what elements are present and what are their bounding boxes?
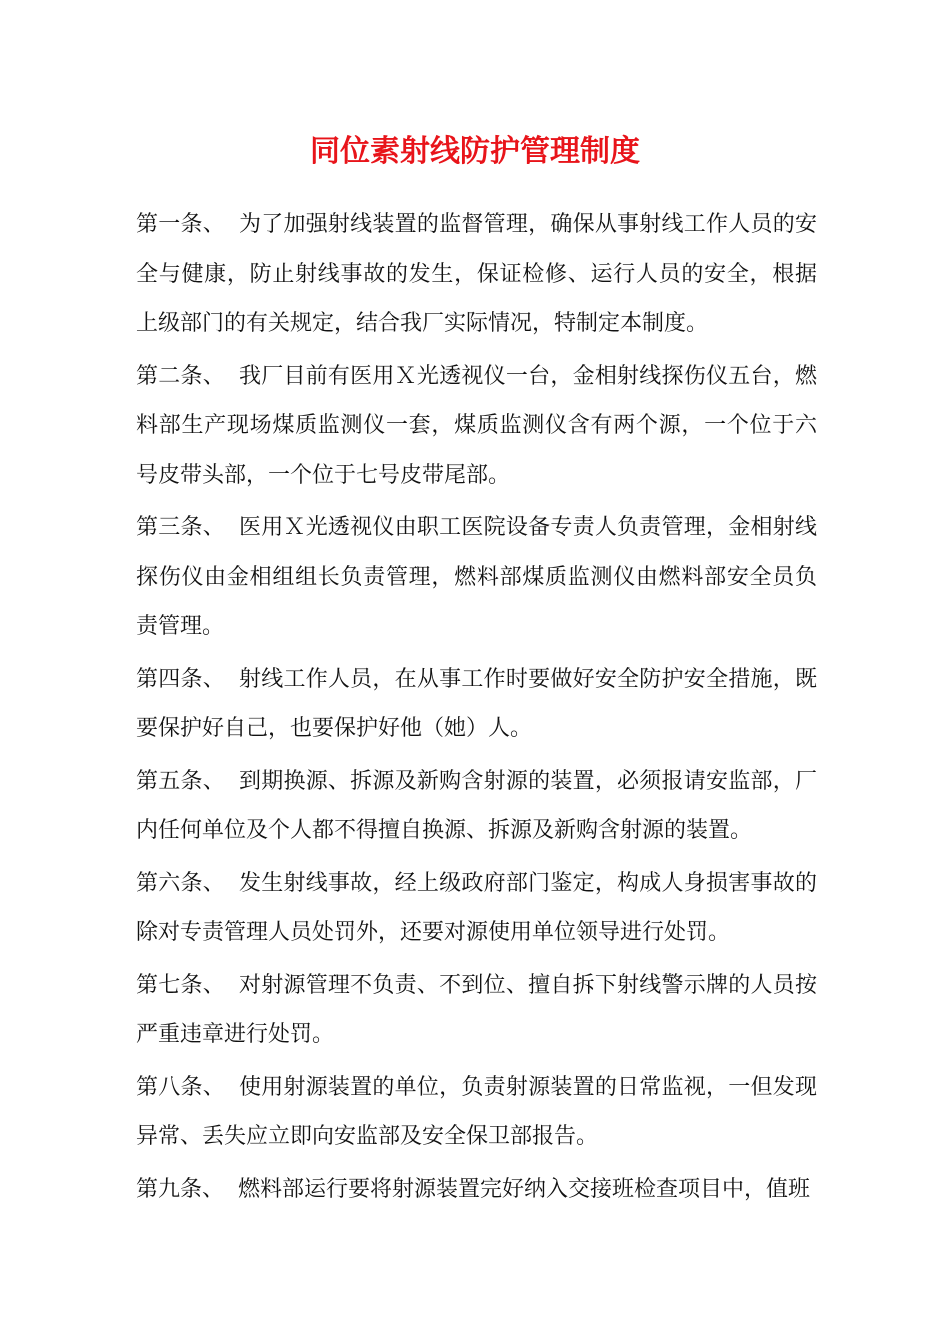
article-text: 燃料部运行要将射源装置完好纳入交接班检查项目中，值班 [238,1176,811,1202]
article-text: 医用Ｘ光透视仪由职工医院设备专责人负责管理，金相射线探伤仪由金相组组长负责管理，燃料部煤质监测仪由燃料部安全员负责管理。 [136,515,817,639]
article-2 [136,352,817,501]
document-title: 同位素射线防护管理制度 [310,134,640,169]
article-6 [136,859,817,958]
article-8 [136,1063,817,1162]
article-label: 第二条、 [136,363,225,389]
article-text: 为了加强射线装置的监督管理，确保从事射线工作人员的安全与健康，防止射线事故的发生，保证检修、运行人员的安全，根据上级部门的有关规定，结合我厂实际情况，特制定本制度。 [136,212,817,336]
document-body [136,200,817,1217]
article-text: 射线工作人员，在从事工作时要做好安全防护安全措施，既要保护好自己，也要保护好他（她）人。 [136,666,817,741]
article-label: 第八条、 [136,1074,225,1100]
article-label: 第九条、 [136,1176,225,1202]
article-text: 使用射源装置的单位，负责射源装置的日常监视，一但发现异常、丢失应立即向安监部及安全保卫部报告。 [136,1074,817,1149]
article-1 [136,200,817,349]
article-7 [136,961,817,1060]
article-3 [136,503,817,652]
article-5 [136,757,817,856]
article-9 [136,1165,817,1215]
article-label: 第三条、 [136,515,225,540]
article-label: 第六条、 [136,870,225,896]
article-text: 发生射线事故，经上级政府部门鉴定，构成人身损害事故的除对专责管理人员处罚外，还要对源使用单位领导进行处罚。 [136,870,817,945]
article-label: 第五条、 [136,768,225,794]
article-text: 到期换源、拆源及新购含射源的装置，必须报请安监部，厂内任何单位及个人都不得擅自换源、拆源及新购含射源的装置。 [136,768,817,843]
article-4 [136,655,817,754]
article-label: 第七条、 [136,972,225,998]
article-text: 对射源管理不负责、不到位、擅自拆下射线警示牌的人员按严重违章进行处罚。 [136,972,817,1047]
article-label: 第一条、 [136,212,225,237]
article-text: 我厂目前有医用Ｘ光透视仪一台，金相射线探伤仪五台，燃料部生产现场煤质监测仪一套，煤质监测仪含有两个源，一个位于六号皮带头部，一个位于七号皮带尾部。 [136,363,817,488]
article-label: 第四条、 [136,666,225,692]
